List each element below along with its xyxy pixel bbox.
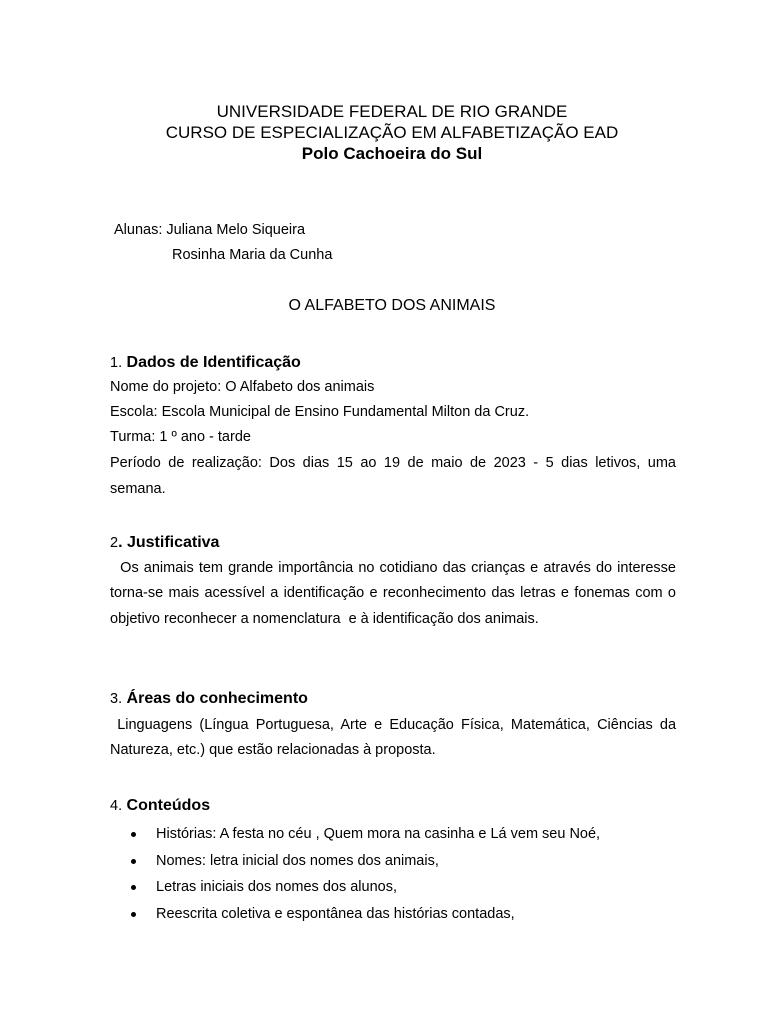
list-item: Histórias: A festa no céu , Quem mora na casinha e Lá vem seu Noé, bbox=[110, 821, 676, 848]
section-number: 2 bbox=[110, 535, 119, 551]
section-heading bbox=[110, 795, 676, 817]
section-title: Dados de Identificação bbox=[126, 354, 301, 371]
document-title: O ALFABETO DOS ANIMAIS bbox=[288, 297, 496, 314]
students-block bbox=[114, 218, 332, 268]
section-number: 3. bbox=[110, 691, 123, 707]
contents-list bbox=[110, 821, 676, 927]
knowledge-areas-text: Linguagens (Língua Portuguesa, Arte e Educação Física, Matemática, Ciências da Natureza, etc.) que estão relacionadas à proposta. bbox=[110, 717, 681, 759]
student-line-1: Alunas: Juliana Melo Siqueira bbox=[114, 222, 306, 238]
list-item: Letras iniciais dos nomes dos alunos, bbox=[110, 874, 676, 901]
university-name: UNIVERSIDADE FEDERAL DE RIO GRANDE bbox=[216, 102, 568, 121]
course-name: CURSO DE ESPECIALIZAÇÃO EM ALFABETIZAÇÃO EAD bbox=[165, 123, 619, 142]
section-contents bbox=[110, 795, 676, 927]
list-item: Nomes: letra inicial dos nomes dos animais, bbox=[110, 848, 676, 875]
school-line: Escola: Escola Municipal de Ensino Fundamental Milton da Cruz. bbox=[110, 404, 530, 420]
section-title: Conteúdos bbox=[126, 797, 211, 814]
period-line: Período de realização: Dos dias 15 ao 19 de maio de 2023 - 5 dias letivos, uma semana. bbox=[110, 455, 676, 497]
section-title: . Justificativa bbox=[118, 534, 220, 551]
section-number: 1. bbox=[110, 355, 123, 371]
justification-text: Os animais tem grande importância no cotidiano das crianças e através do interesse torna-se mais acessível a identificação e reconhecimento das letras e fonemas com o objetivo reconhecer a nomenclatura e à identificação dos animais. bbox=[110, 560, 681, 627]
section-heading bbox=[110, 688, 676, 710]
section-justification bbox=[110, 532, 681, 632]
section-heading bbox=[110, 532, 676, 554]
list-item: Reescrita coletiva e espontânea das histórias contadas, bbox=[110, 901, 676, 928]
student-line-2: Rosinha Maria da Cunha bbox=[172, 247, 333, 263]
section-knowledge-areas bbox=[110, 688, 681, 764]
section-number: 4. bbox=[110, 798, 123, 814]
section-heading bbox=[110, 351, 676, 375]
section-title: Áreas do conhecimento bbox=[126, 690, 308, 707]
polo-name: Polo Cachoeira do Sul bbox=[301, 144, 483, 163]
class-line: Turma: 1 º ano - tarde bbox=[110, 429, 251, 445]
section-identification bbox=[110, 351, 676, 502]
project-name-line: Nome do projeto: O Alfabeto dos animais bbox=[110, 379, 375, 395]
document-header bbox=[0, 101, 768, 164]
